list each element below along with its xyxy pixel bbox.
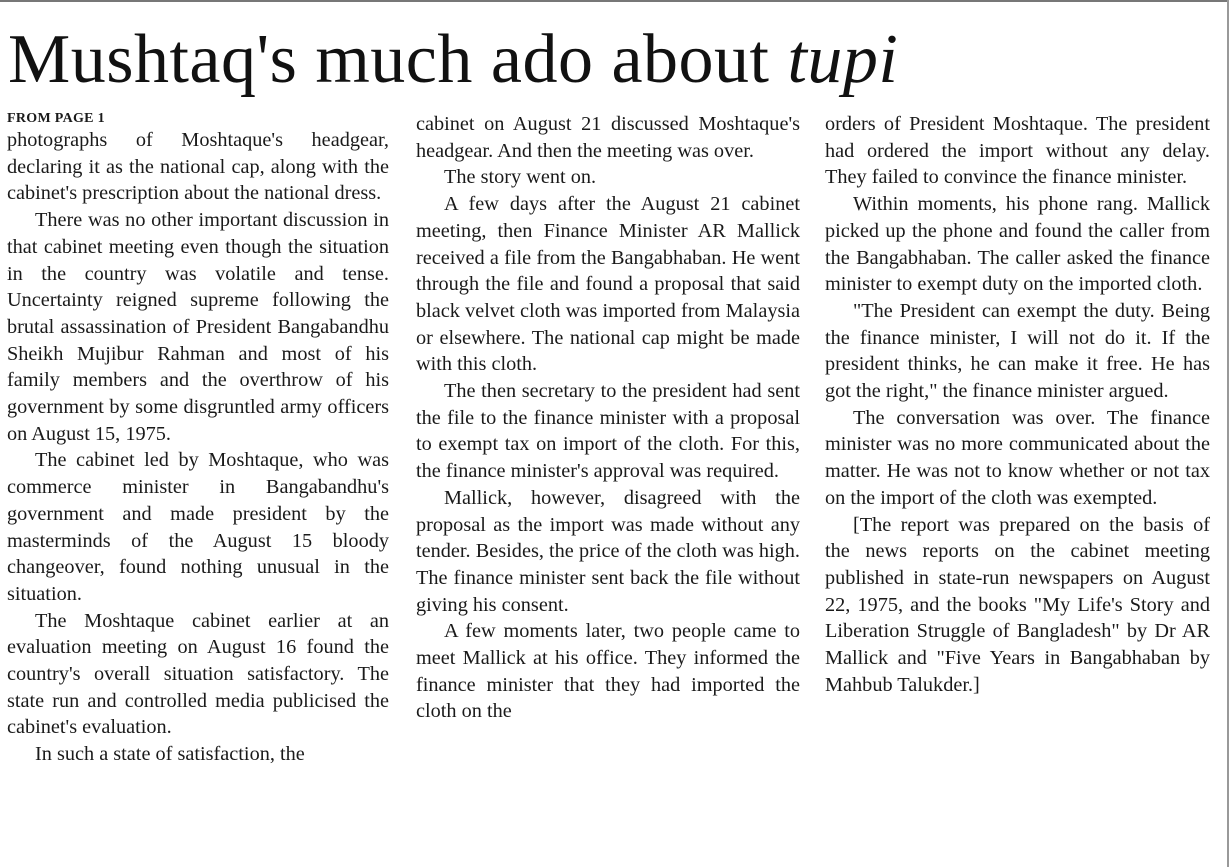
paragraph: The conversation was over. The finance minister was no more communicated about the matter. He was not to know whether or not tax on the import of the cloth was exempted. [825, 406, 1210, 509]
paragraph: In such a state of satisfaction, the [35, 743, 305, 766]
headline-main: Mushtaq's much ado about [8, 21, 788, 98]
headline-italic: tupi [787, 21, 899, 98]
article-column-2 [416, 111, 800, 725]
top-rule [0, 0, 1229, 2]
paragraph: "The President can exempt the duty. Being the finance minister, I will not do it. If the president thinks, he can make it free. He has got the right," the finance minister argued. [825, 299, 1210, 403]
paragraph: A few moments later, two people came to meet Mallick at his office. They informed the finance minister that they had imported the cloth on the [416, 620, 800, 723]
paragraph: cabinet on August 21 discussed Moshtaque's headgear. And then the meeting was over. [416, 113, 800, 162]
paragraph: [The report was prepared on the basis of the news reports on the cabinet meeting published in state-run newspapers on August 22, 1975, and the books "My Life's Story and Liberation Struggle of Bangladesh" by Dr AR Mallick and "Five Years in Bangabhaban by Mahbub Talukder.] [825, 513, 1210, 696]
paragraph: Within moments, his phone rang. Mallick picked up the phone and found the caller from the Bangabhaban. The caller asked the finance minister to exempt duty on the imported cloth. [825, 193, 1210, 296]
paragraph: The Moshtaque cabinet earlier at an evaluation meeting on August 16 found the country's overall situation satisfactory. The state run and controlled media publicised the cabinet's evaluation. [7, 609, 389, 739]
article-column-3 [825, 111, 1210, 698]
headline [8, 22, 898, 98]
article-column-1 [7, 108, 389, 768]
paragraph: orders of President Moshtaque. The president had ordered the import without any delay. They failed to convince the finance minister. [825, 113, 1210, 189]
paragraph: A few days after the August 21 cabinet meeting, then Finance Minister AR Mallick received a file from the Bangabhaban. He went through the file and found a proposal that said black velvet cloth was imported from Malaysia or elsewhere. The national cap might be made with this cloth. [416, 193, 800, 376]
paragraph: Mallick, however, disagreed with the proposal as the import was made without any tender. Besides, the price of the cloth was high. The finance minister sent back the file without giving his consent. [416, 486, 800, 616]
paragraph: photographs of Moshtaque's headgear, declaring it as the national cap, along with the cabinet's prescription about the national dress. [7, 129, 389, 205]
paragraph: There was no other important discussion in that cabinet meeting even though the situation in the country was volatile and tense. Uncertainty reigned supreme following the brutal assassination of President Bangabandhu Sheikh Mujibur Rahman and most of his family members and the overthrow of his government by some disgruntled army officers on August 15, 1975. [7, 209, 389, 445]
kicker: FROM PAGE 1 [7, 111, 105, 126]
paragraph: The then secretary to the president had sent the file to the finance minister with a proposal to exempt tax on import of the cloth. For this, the finance minister's approval was required. [416, 380, 800, 483]
paragraph: The cabinet led by Moshtaque, who was commerce minister in Bangabandhu's government and made president by the masterminds of the August 15 bloody changeover, found nothing unusual in the situation. [7, 449, 389, 605]
paragraph: The story went on. [444, 166, 597, 189]
